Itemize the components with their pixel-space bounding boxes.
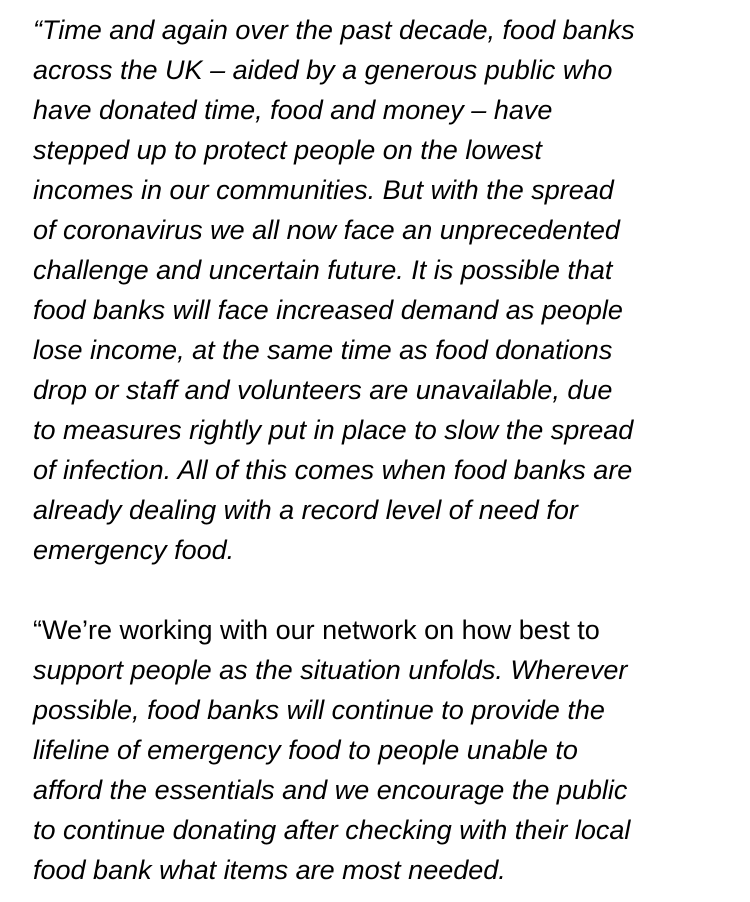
quote-document (33, 10, 733, 890)
text-line: have donated time, food and money – have (33, 95, 553, 125)
text-line: across the UK – aided by a generous public who (33, 55, 613, 85)
quote-paragraph-1 (33, 10, 733, 570)
text-line: food bank what items are most needed. (33, 855, 506, 885)
text-line: stepped up to protect people on the lowest (33, 135, 542, 165)
text-line: support people as the situation unfolds. Wherever (33, 655, 628, 685)
text-line: drop or staff and volunteers are unavailable, due (33, 375, 613, 405)
text-line: incomes in our communities. But with the spread (33, 175, 614, 205)
text-line: “We’re working with our network on how best to (33, 615, 600, 645)
text-line: of infection. All of this comes when food banks are (33, 455, 633, 485)
text-line: challenge and uncertain future. It is possible that (33, 255, 613, 285)
text-line: to continue donating after checking with their local (33, 815, 631, 845)
text-line: of coronavirus we all now face an unprecedented (33, 215, 620, 245)
text-line: food banks will face increased demand as people (33, 295, 623, 325)
quote-paragraph-2 (33, 610, 733, 890)
text-line: afford the essentials and we encourage the public (33, 775, 628, 805)
text-line: “Time and again over the past decade, food banks (33, 15, 635, 45)
text-line: already dealing with a record level of need for (33, 495, 578, 525)
text-line: lose income, at the same time as food donations (33, 335, 613, 365)
text-line: to measures rightly put in place to slow the spread (33, 415, 634, 445)
text-line: possible, food banks will continue to provide the (33, 695, 605, 725)
text-line: lifeline of emergency food to people unable to (33, 735, 578, 765)
text-line: emergency food. (33, 535, 235, 565)
